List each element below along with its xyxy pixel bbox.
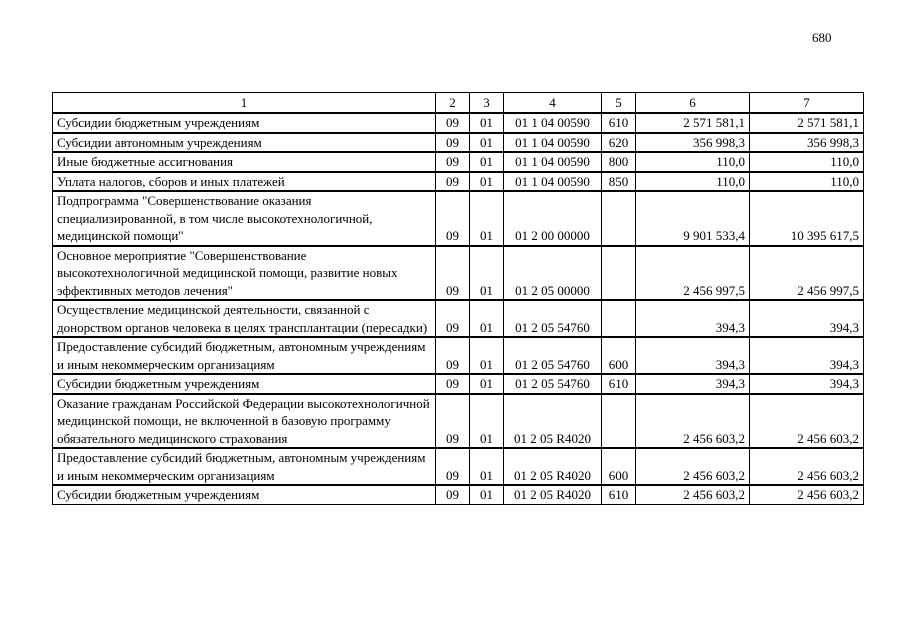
cell-name: Субсидии бюджетным учреждениям (53, 374, 436, 394)
cell-section: 09 (436, 172, 470, 192)
cell-amount-1: 2 456 997,5 (636, 246, 750, 301)
page-number: 680 (812, 30, 832, 45)
cell-expense-type: 850 (602, 172, 636, 192)
cell-name: Оказание гражданам Российской Федерации высокотехнологичной медицинской помощи, не включенной в базовую программу обязательного медицинского страхования (53, 394, 436, 449)
cell-target-code: 01 2 00 00000 (504, 191, 602, 246)
cell-amount-2: 394,3 (750, 374, 864, 394)
cell-section: 09 (436, 191, 470, 246)
table-row (53, 191, 864, 246)
cell-section: 09 (436, 246, 470, 301)
cell-name: Предоставление субсидий бюджетным, автономным учреждениям и иным некоммерческим организациям (53, 337, 436, 374)
column-header: 6 (636, 93, 750, 114)
cell-expense-type: 610 (602, 485, 636, 504)
cell-amount-1: 356 998,3 (636, 133, 750, 153)
cell-name: Осуществление медицинской деятельности, связанной с донорством органов человека в целях трансплантации (пересадки) (53, 300, 436, 337)
cell-expense-type: 800 (602, 152, 636, 172)
cell-amount-2: 2 456 603,2 (750, 394, 864, 449)
cell-name: Субсидии бюджетным учреждениям (53, 485, 436, 504)
cell-amount-1: 2 456 603,2 (636, 485, 750, 504)
table-row (53, 448, 864, 485)
cell-amount-1: 394,3 (636, 374, 750, 394)
cell-amount-2: 2 456 997,5 (750, 246, 864, 301)
cell-section: 09 (436, 133, 470, 153)
table-row (53, 300, 864, 337)
table-row (53, 485, 864, 504)
cell-target-code: 01 2 05 R4020 (504, 394, 602, 449)
cell-target-code: 01 1 04 00590 (504, 133, 602, 153)
cell-section: 09 (436, 448, 470, 485)
cell-amount-2: 2 456 603,2 (750, 485, 864, 504)
cell-subsection: 01 (470, 300, 504, 337)
cell-section: 09 (436, 485, 470, 504)
cell-subsection: 01 (470, 172, 504, 192)
table-row (53, 246, 864, 301)
cell-subsection: 01 (470, 374, 504, 394)
table-row (53, 152, 864, 172)
cell-amount-2: 356 998,3 (750, 133, 864, 153)
cell-expense-type (602, 191, 636, 246)
table-row (53, 113, 864, 133)
cell-target-code: 01 2 05 00000 (504, 246, 602, 301)
cell-amount-1: 110,0 (636, 172, 750, 192)
cell-name: Основное мероприятие "Совершенствование высокотехнологичной медицинской помощи, развитие новых эффективных методов лечения" (53, 246, 436, 301)
cell-amount-2: 394,3 (750, 300, 864, 337)
cell-amount-2: 110,0 (750, 172, 864, 192)
cell-target-code: 01 2 05 54760 (504, 374, 602, 394)
cell-subsection: 01 (470, 191, 504, 246)
cell-amount-2: 2 571 581,1 (750, 113, 864, 133)
cell-target-code: 01 1 04 00590 (504, 172, 602, 192)
column-header: 7 (750, 93, 864, 114)
table-header-row (53, 93, 864, 114)
cell-section: 09 (436, 152, 470, 172)
cell-expense-type: 610 (602, 113, 636, 133)
cell-subsection: 01 (470, 152, 504, 172)
cell-expense-type: 610 (602, 374, 636, 394)
cell-amount-2: 10 395 617,5 (750, 191, 864, 246)
cell-name: Субсидии бюджетным учреждениям (53, 113, 436, 133)
cell-section: 09 (436, 300, 470, 337)
cell-section: 09 (436, 394, 470, 449)
column-header: 4 (504, 93, 602, 114)
cell-target-code: 01 1 04 00590 (504, 113, 602, 133)
cell-amount-1: 110,0 (636, 152, 750, 172)
column-header: 2 (436, 93, 470, 114)
cell-target-code: 01 2 05 54760 (504, 337, 602, 374)
budget-table (52, 92, 864, 505)
cell-amount-1: 394,3 (636, 337, 750, 374)
cell-target-code: 01 2 05 R4020 (504, 485, 602, 504)
table-row (53, 374, 864, 394)
cell-name: Предоставление субсидий бюджетным, автономным учреждениям и иным некоммерческим организациям (53, 448, 436, 485)
cell-subsection: 01 (470, 337, 504, 374)
cell-subsection: 01 (470, 113, 504, 133)
cell-expense-type (602, 394, 636, 449)
cell-amount-2: 110,0 (750, 152, 864, 172)
cell-amount-1: 394,3 (636, 300, 750, 337)
cell-amount-1: 2 456 603,2 (636, 448, 750, 485)
cell-section: 09 (436, 337, 470, 374)
cell-subsection: 01 (470, 394, 504, 449)
cell-amount-2: 394,3 (750, 337, 864, 374)
table-row (53, 337, 864, 374)
cell-section: 09 (436, 374, 470, 394)
cell-expense-type: 600 (602, 337, 636, 374)
cell-expense-type: 600 (602, 448, 636, 485)
cell-amount-1: 9 901 533,4 (636, 191, 750, 246)
cell-expense-type (602, 300, 636, 337)
cell-name: Иные бюджетные ассигнования (53, 152, 436, 172)
cell-name: Подпрограмма "Совершенствование оказания специализированной, в том числе высокотехнологичной, медицинской помощи" (53, 191, 436, 246)
cell-expense-type: 620 (602, 133, 636, 153)
cell-subsection: 01 (470, 485, 504, 504)
table-row (53, 394, 864, 449)
cell-subsection: 01 (470, 448, 504, 485)
cell-section: 09 (436, 113, 470, 133)
table-row (53, 133, 864, 153)
cell-subsection: 01 (470, 246, 504, 301)
cell-target-code: 01 2 05 54760 (504, 300, 602, 337)
column-header: 1 (53, 93, 436, 114)
cell-amount-2: 2 456 603,2 (750, 448, 864, 485)
cell-amount-1: 2 571 581,1 (636, 113, 750, 133)
cell-target-code: 01 2 05 R4020 (504, 448, 602, 485)
cell-target-code: 01 1 04 00590 (504, 152, 602, 172)
column-header: 3 (470, 93, 504, 114)
cell-expense-type (602, 246, 636, 301)
cell-amount-1: 2 456 603,2 (636, 394, 750, 449)
cell-name: Субсидии автономным учреждениям (53, 133, 436, 153)
cell-subsection: 01 (470, 133, 504, 153)
table-row (53, 172, 864, 192)
column-header: 5 (602, 93, 636, 114)
cell-name: Уплата налогов, сборов и иных платежей (53, 172, 436, 192)
